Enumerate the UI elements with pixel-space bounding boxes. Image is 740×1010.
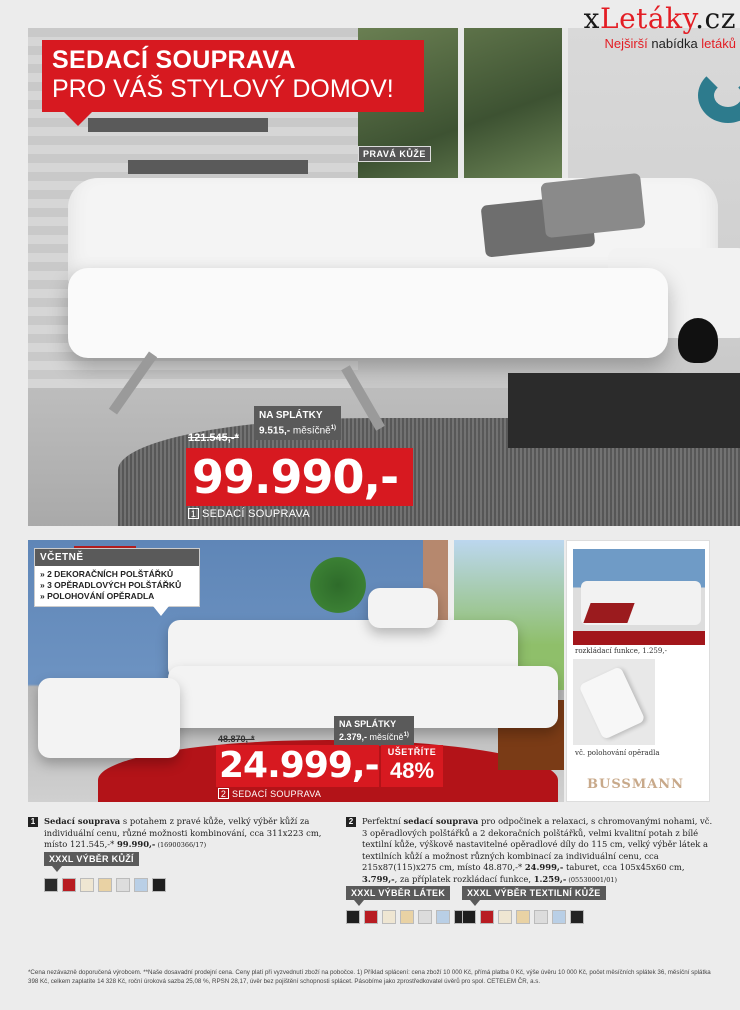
color-swatch[interactable]: [364, 910, 378, 924]
color-swatch[interactable]: [418, 910, 432, 924]
ottoman-price: 3.799,-: [362, 873, 395, 884]
product-number: 1: [188, 508, 199, 519]
color-swatch[interactable]: [480, 910, 494, 924]
product-caption: [218, 788, 321, 799]
product-name: sedací souprava: [403, 816, 479, 826]
includes-item: » POLOHOVÁNÍ OPĚRADLA: [40, 591, 155, 601]
wall-shelf: [88, 118, 268, 132]
coffee-table: [508, 373, 740, 448]
product-caption: [188, 508, 310, 520]
installment-box: [334, 716, 414, 746]
sofa-headrest: [368, 588, 438, 628]
hero-title-line2: PRO VÁŠ STYLOVÝ DOMOV!: [52, 75, 394, 103]
detail-caption: rozkládací funkce, 1.259,-: [575, 647, 667, 655]
ottoman: [38, 678, 180, 758]
color-swatch[interactable]: [152, 878, 166, 892]
color-swatch[interactable]: [116, 878, 130, 892]
xletaky-logo[interactable]: [584, 4, 736, 52]
plant-decor: [308, 550, 368, 620]
textile-leather-choice-label: XXXL VÝBĚR TEXTILNÍ KŮŽE: [462, 886, 606, 900]
installment-line: [259, 422, 336, 437]
product-caption-text: SEDACÍ SOUPRAVA: [232, 789, 322, 799]
color-swatch[interactable]: [400, 910, 414, 924]
product-text: , za příplatek rozkládací funkce,: [394, 873, 534, 884]
color-swatch[interactable]: [346, 910, 360, 924]
installment-box: [254, 406, 341, 440]
old-price: 48.870,-*: [218, 734, 255, 744]
brand-logo: BUSSMANN: [587, 777, 685, 792]
grey-cushion: [540, 173, 645, 238]
old-price: 121.545,-*: [188, 432, 239, 444]
installment-suffix: měsíčně: [369, 732, 404, 742]
includes-list: [35, 566, 199, 606]
price-tag: 99.990,-: [186, 448, 413, 506]
product-number: 2: [346, 817, 356, 827]
backrest-adjust-image[interactable]: [573, 659, 655, 745]
color-swatch[interactable]: [534, 910, 548, 924]
price-tag: 24.999,-: [216, 745, 379, 787]
savings-percent: 48%: [389, 758, 435, 783]
color-swatches: [44, 878, 166, 892]
tagline-red: Nejširší: [604, 36, 648, 51]
fabric-choice-label: XXXL VÝBĚR LÁTEK: [346, 886, 450, 900]
hero-title-banner: [42, 40, 424, 112]
color-swatch[interactable]: [498, 910, 512, 924]
legal-footnote: *Cena nezávazně doporučená výrobcem. **Naše dosavadní prodejní cena. Ceny platí při vyzvednutí zboží na pobočce. 1) Příklad splácení: cena zboží 10 000 Kč, přímá platba 0 Kč, výše úvěru 10 000 Kč, počet měsíčních splátek 36, měsíční splátka 398 Kč, celkem zaplatíte 14 328 Kč, roční úroková sazba 25,08 %, RPSN 28,17, úvěr bez pojištění schopnosti splácet. Pásobíme jako zprostředkovatel úvěrů pro spol. CETELEM ČR, a.s.: [28, 969, 711, 985]
product-price: 24.999,-: [524, 862, 564, 872]
backrest-shape: [578, 666, 645, 740]
logo-brand-highlight: Letáky: [599, 2, 696, 35]
product-text: pro odpočinek a relaxaci, s chromovanými nohami, vč. 3 opěradlových polštářků a 2 dekoračních polštářků, velmi kvalitní potah z bílé textilní kůže, výškově nastavitelné opěradlové díly do 115 cm, velký výběr látek a textilních kůží a možnost různých kombinací za individuální cenu, cca 215x87(115)x275 cm, místo 48.870,-*: [362, 816, 713, 872]
sofa-bed-function-image[interactable]: [573, 549, 705, 645]
includes-item: » 2 DEKORAČNÍCH POLŠTÁŘKŮ: [40, 569, 174, 579]
includes-box: [34, 548, 200, 607]
product-name: Sedací souprava: [44, 816, 121, 826]
logo-brand-prefix: x: [583, 2, 600, 35]
installment-footnote-ref: 1): [330, 425, 337, 431]
product-text: s potahem z pravé kůže, velký výběr kůží za individuální cenu, různé možnosti kombinování, cca 311x223 cm, místo 121.545,-*: [44, 816, 322, 849]
hero-title-line1: SEDACÍ SOUPRAVA: [52, 46, 296, 74]
hero-product-image[interactable]: [28, 28, 740, 526]
color-swatch[interactable]: [552, 910, 566, 924]
color-swatches: [462, 910, 584, 924]
installment-footnote-ref: 1): [403, 732, 409, 738]
detail-caption: vč. polohování opěradla: [575, 749, 660, 757]
color-swatch[interactable]: [62, 878, 76, 892]
installment-suffix: měsíčně: [292, 425, 331, 437]
color-swatch[interactable]: [436, 910, 450, 924]
color-swatch[interactable]: [570, 910, 584, 924]
installment-amount: 2.379,-: [339, 732, 368, 742]
product-text: taburet, cca 105x45x60 cm,: [563, 862, 685, 872]
genuine-leather-tag: PRAVÁ KŮŽE: [358, 146, 431, 162]
color-swatch[interactable]: [44, 878, 58, 892]
vase-decor: [698, 68, 740, 123]
teapot: [678, 318, 718, 363]
bed-function-price: 1.259,-: [533, 873, 567, 884]
product-price: 99.990,-: [116, 839, 156, 849]
product-caption-text: SEDACÍ SOUPRAVA: [202, 508, 311, 520]
installment-label: NA SPLÁTKY: [259, 410, 323, 421]
product-code: (05530001/01): [566, 875, 617, 884]
color-swatches: [346, 910, 468, 924]
includes-title: VČETNĚ: [35, 549, 199, 566]
leather-choice-label: XXXL VÝBĚR KŮŽÍ: [44, 852, 139, 866]
includes-item: » 3 OPĚRADLOVÝCH POLŠTÁŘKŮ: [40, 580, 182, 590]
logo-tagline: [584, 36, 736, 52]
logo-brand: [584, 4, 736, 34]
color-swatch[interactable]: [80, 878, 94, 892]
product1-description: [30, 816, 324, 852]
color-swatch[interactable]: [516, 910, 530, 924]
savings-badge: [381, 745, 443, 787]
product2-image[interactable]: [28, 540, 564, 802]
color-swatch[interactable]: [382, 910, 396, 924]
color-swatch[interactable]: [462, 910, 476, 924]
product-intro: Perfektní: [362, 816, 404, 826]
savings-label: UŠETŘÍTE: [387, 747, 437, 757]
installment-amount: 9.515,-: [259, 425, 291, 437]
logo-brand-suffix: .cz: [695, 2, 736, 35]
rug: [573, 631, 705, 645]
wall-shelf: [128, 160, 308, 174]
installment-line: [339, 730, 409, 743]
product-number: 1: [28, 817, 38, 827]
sofa-seat: [68, 268, 668, 358]
tagline-mid: nabídka: [647, 36, 702, 51]
color-swatch[interactable]: [134, 878, 148, 892]
tagline-end: letáků: [701, 36, 736, 51]
color-swatch[interactable]: [98, 878, 112, 892]
product2-description: [348, 816, 714, 886]
product-code: (16900366/17): [155, 841, 207, 849]
product-number: 2: [218, 788, 229, 799]
blanket: [583, 603, 634, 623]
detail-panel: [566, 540, 710, 802]
installment-label: NA SPLÁTKY: [339, 719, 397, 729]
